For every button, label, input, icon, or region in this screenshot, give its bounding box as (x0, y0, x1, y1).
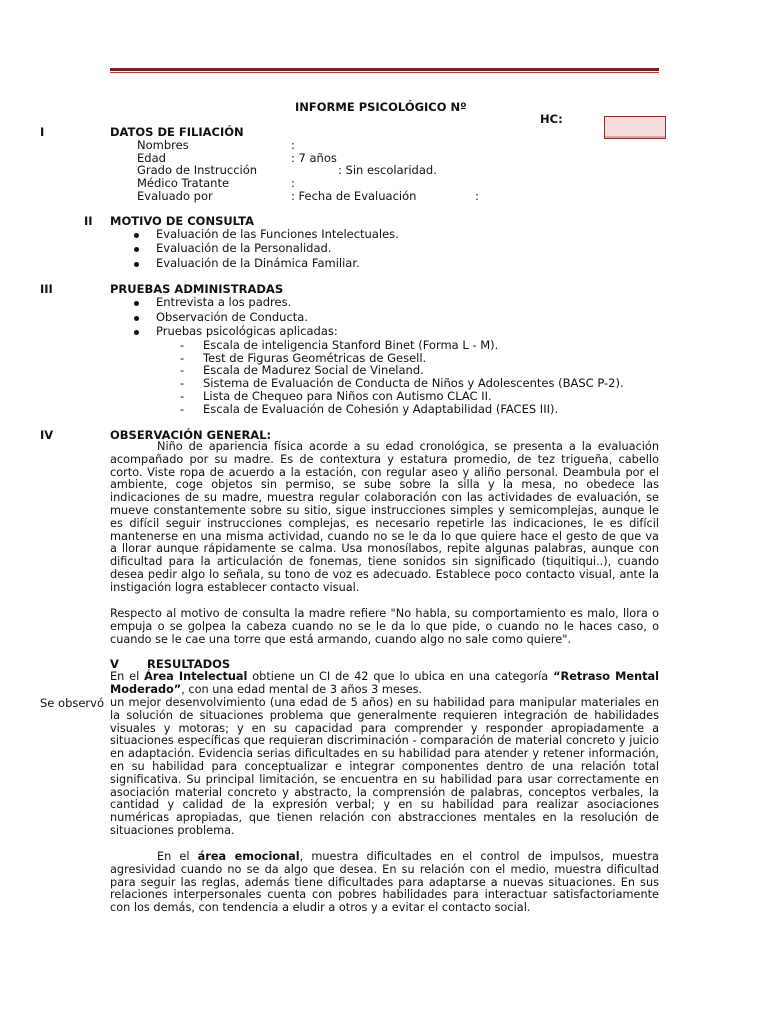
dash-icon: - (180, 351, 185, 365)
list-item: Pruebas psicológicas aplicadas: (156, 324, 338, 338)
report-title: INFORME PSICOLÓGICO Nº (295, 100, 467, 114)
list-item: Entrevista a los padres. (156, 295, 292, 309)
section-title: MOTIVO DE CONSULTA (110, 214, 254, 228)
section-title: RESULTADOS (147, 657, 231, 671)
sub-list-item: Escala de Madurez Social de Vineland. (203, 363, 424, 377)
hc-label: HC: (540, 112, 563, 126)
field-label: Edad (137, 151, 166, 165)
bullet-icon (134, 330, 139, 335)
dash-icon: - (180, 402, 185, 416)
sub-list-item: Test de Figuras Geométricas de Gesell. (203, 351, 427, 365)
bullet-icon (134, 233, 139, 238)
section-title: OBSERVACIÓN GENERAL: (110, 428, 272, 442)
field-value: : Sin escolaridad. (338, 163, 437, 177)
list-item: Evaluación de la Personalidad. (156, 241, 332, 255)
field-value: : (291, 138, 295, 152)
dash-icon: - (180, 376, 185, 390)
section-title: DATOS DE FILIACIÓN (110, 125, 244, 139)
field-label: Médico Tratante (137, 176, 230, 190)
dash-icon: - (180, 363, 185, 377)
field-label: Nombres (137, 138, 189, 152)
dash-icon: - (180, 338, 185, 352)
paragraph-emotional: En el área emocional, muestra dificultades en el control de impulsos, muestra agresividad cuando no se da algo que desea. En su relación con el medio, muestra dificultad para seguir las reglas, además tiene dificultades para adaptarse a nuevas situaciones. En sus relaciones interpersonales cuenta con pobres habilidades para interactuar satisfactoriamente con los demás, con tendencia a eludir a otros y a evitar el contacto social. (110, 850, 659, 915)
field-value: : 7 años (291, 151, 337, 165)
section-title: PRUEBAS ADMINISTRADAS (110, 282, 284, 296)
section-number: IV (40, 428, 54, 442)
bullet-icon (134, 247, 139, 252)
list-item: Evaluación de la Dinámica Familiar. (156, 256, 360, 270)
field-value-extra: : (475, 189, 479, 203)
section-number: I (40, 125, 45, 139)
header-rule-thin (110, 72, 659, 73)
list-item: Evaluación de las Funciones Intelectuales. (156, 227, 399, 241)
paragraph-intellectual: En el Área Intelectual obtiene un CI de 42 que lo ubica en una categoría “Retraso Mental Moderado”, con una edad mental de 3 años 3 meses. (110, 670, 660, 696)
sub-list-item: Escala de inteligencia Stanford Binet (Forma L - M). (203, 338, 499, 352)
bullet-icon (134, 262, 139, 267)
sub-list-item: Lista de Chequeo para Niños con Autismo CLAC II. (203, 389, 492, 403)
dash-icon: - (180, 389, 185, 403)
sub-list-item: Escala de Evaluación de Cohesión y Adaptabilidad (FACES III). (203, 402, 559, 416)
sub-list-item: Sistema de Evaluación de Conducta de Niños y Adolescentes (BASC P-2). (203, 376, 624, 390)
section-number: II (84, 214, 93, 228)
field-label: Grado de Instrucción (137, 163, 258, 177)
field-value: : Fecha de Evaluación (291, 189, 417, 203)
bullet-icon (134, 301, 139, 306)
paragraph-motive: Respecto al motivo de consulta la madre refiere "No habla, su comportamiento es malo, llora o empuja o se golpea la cabeza cuando no se le da lo que pide, o cuando no le haces caso, o cuando se le cae una torre que está armando, cuando algo no sale como quiere". (110, 607, 659, 646)
field-value: : (291, 176, 295, 190)
section-number: V (110, 657, 119, 671)
section-number: III (40, 282, 53, 296)
hc-field[interactable] (604, 116, 666, 139)
margin-note: Se observó (40, 696, 105, 710)
paragraph-observation: Niño de apariencia física acorde a su edad cronológica, se presenta a la evaluación acompañado por su madre. Es de contextura y estatura promedio, de tez trigueña, cabello corto. Viste ropa de acuerdo a la estación, con regular aseo y aliño personal. Deambula por el ambiente, coge objetos sin permiso, se sube sobre la silla y la mesa, no obedece las indicaciones de su madre, muestra regular colaboración con las actividades de evaluación, se mueve constantemente sobre su sitio, sigue instrucciones simples y semicomplejas, aunque le es difícil seguir instrucciones complejas, es necesario repetirle las indicaciones, le es difícil mantenerse en una misma actividad, cuando no se le da lo que quiere hace el gesto de que va a llorar aunque rápidamente se calma. Usa monosílabos, repite algunas palabras, aunque con dificultad para la articulación de fonemas, tiene sonidos sin significado (tiquitiqui..), cuando desea pedir algo lo señala, su tono de voz es adecuado. Establece poco contacto visual, ante la instigación logra establecer contacto visual. (110, 440, 659, 594)
bullet-icon (134, 316, 139, 321)
paragraph-intellectual-detail: un mejor desenvolvimiento (una edad de 5 años) en su habilidad para manipular materiales en la solución de situaciones problema que generalmente requieren integración de habilidades visuales y motoras; y en su capacidad para comprender y responder apropiadamente a situaciones específicas que requieran discriminación - comparación de material concreto y juicio en adaptación. Evidencia serias dificultades en su habilidad para atender y retener información, en su habilidad para conceptualizar e integrar componentes dentro de una relación total significativa. Su principal limitación, se encuentra en su habilidad para usar correctamente en asociación material concreto y abstracto, la comprensión de palabras, conceptos verbales, la cantidad y calidad de la expresión verbal; y en su habilidad para realizar asociaciones numéricas apropiadas, que tienen relación con abstracciones mentales en la resolución de situaciones problema. (110, 696, 659, 837)
header-rule (110, 68, 659, 71)
field-label: Evaluado por (137, 189, 213, 203)
list-item: Observación de Conducta. (156, 310, 309, 324)
